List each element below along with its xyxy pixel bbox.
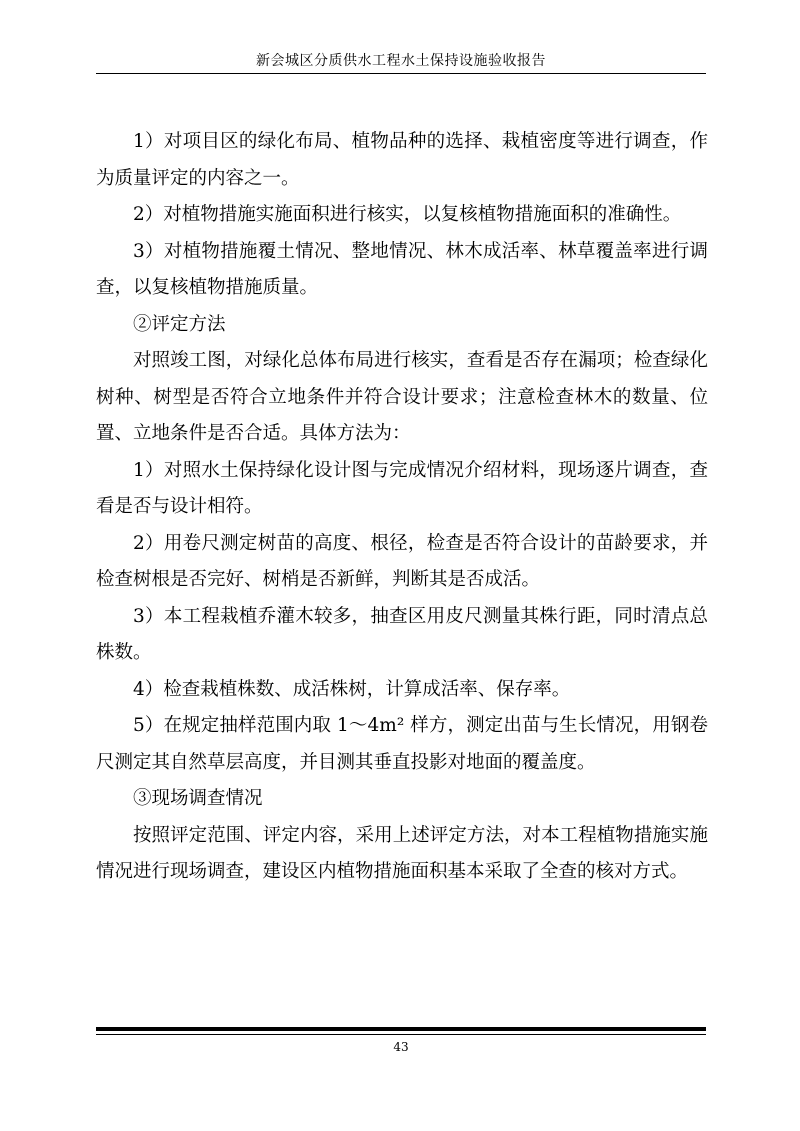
footer-rule-thin	[96, 1034, 706, 1035]
paragraph-3: 3）对植物措施覆土情况、整地情况、林木成活率、林草覆盖率进行调查，以复核植物措施质量。	[96, 240, 708, 298]
section-heading-evaluation-method: ②评定方法	[133, 313, 226, 335]
body-text	[96, 124, 708, 891]
paragraph-10: 按照评定范围、评定内容，采用上述评定方法，对本工程植物措施实施情况进行现场调查，建设区内植物措施面积基本采取了全查的核对方式。	[96, 824, 708, 882]
paragraph-1: 1）对项目区的绿化布局、植物品种的选择、栽植密度等进行调查，作为质量评定的内容之一。	[96, 131, 708, 189]
paragraph-9: 5）在规定抽样范围内取 1～4m² 样方，测定出苗与生长情况，用钢卷尺测定其自然草层高度，并目测其垂直投影对地面的覆盖度。	[96, 715, 708, 773]
paragraph-4: 对照竣工图，对绿化总体布局进行核实，查看是否存在漏项；检查绿化树种、树型是否符合立地条件并符合设计要求；注意检查林木的数量、位置、立地条件是否合适。具体方法为：	[96, 350, 708, 444]
paragraph-5: 1）对照水土保持绿化设计图与完成情况介绍材料，现场逐片调查，查看是否与设计相符。	[96, 459, 708, 517]
paragraph-2: 2）对植物措施实施面积进行核实，以复核植物措施面积的准确性。	[133, 204, 682, 225]
page-number: 43	[393, 1040, 409, 1054]
paragraph-7: 3）本工程栽植乔灌木较多，抽查区用皮尺测量其株行距，同时清点总株数。	[96, 605, 708, 663]
paragraph-6: 2）用卷尺测定树苗的高度、根径，检查是否符合设计的苗龄要求，并检查树根是否完好、树梢是否新鲜，判断其是否成活。	[96, 532, 708, 590]
footer-rule-thick	[96, 1027, 706, 1031]
section-heading-site-survey: ③现场调查情况	[133, 788, 263, 809]
header-rule	[96, 73, 706, 74]
running-header: 新会城区分质供水工程水土保持设施验收报告	[256, 53, 546, 69]
paragraph-8: 4）检查栽植株数、成活株树，计算成活率、保存率。	[133, 678, 571, 700]
